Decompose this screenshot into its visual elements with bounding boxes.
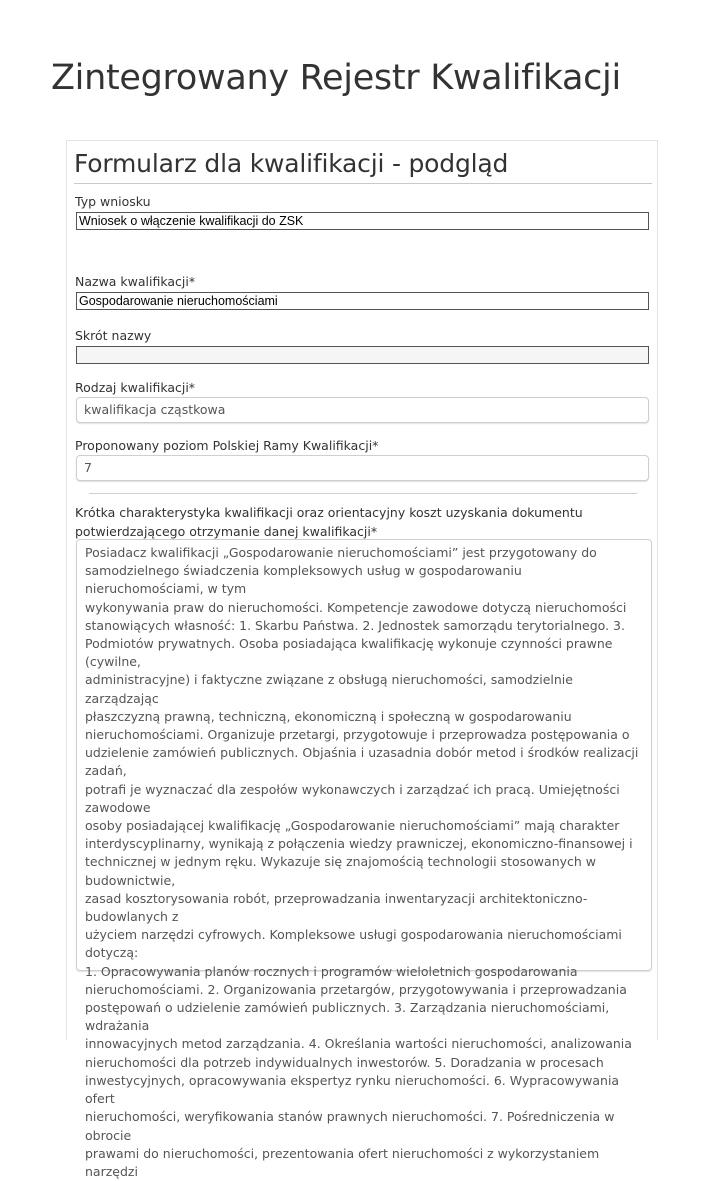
title-divider [74,183,652,184]
typ-wniosku-field[interactable]: Wniosek o włączenie kwalifikacji do ZSK [76,212,649,230]
skrot-nazwy-field[interactable] [76,346,649,364]
section-divider [89,493,637,494]
page-title: Zintegrowany Rejestr Kwalifikacji [51,58,621,98]
skrot-nazwy-label: Skrót nazwy [75,328,152,343]
nazwa-kwalifikacji-field[interactable]: Gospodarowanie nieruchomościami [76,292,649,310]
form-panel [66,140,658,1179]
charakterystyka-label: Krótka charakterystyka kwalifikacji oraz orientacyjny koszt uzyskania dokumentu potwierdzającego otrzymanie danej kwalifikacji* [75,505,583,539]
rodzaj-kwalifikacji-label: Rodzaj kwalifikacji* [75,380,196,395]
nazwa-kwalifikacji-label: Nazwa kwalifikacji* [75,274,196,289]
typ-wniosku-label: Typ wniosku [75,194,151,209]
charakterystyka-textarea[interactable]: Posiadacz kwalifikacji „Gospodarowanie nieruchomościami” jest przygotowany do samodzielnego świadczenia kompleksowych usług w gospodarowaniu nieruchomościami, w tym wykonywania praw do nieruchomości. Kompetencje zawodowe dotyczą nieruchomości stanowiących własność: 1. Skarbu Państwa. 2. Jednostek samorządu terytorialnego. 3. Podmiotów prywatnych. Osoba posiadająca kwalifikację wykonuje czynności prawne (cywilne, administracyjne) i faktyczne związane z obsługą nieruchomości, samodzielnie zarządzając płaszczyzną prawną, techniczną, ekonomiczną i społeczną w gospodarowaniu nieruchomościami. Organizuje przetargi, przygotowuje i przeprowadza postępowania o udzielenie zamówień publicznych. Objaśnia i uzasadnia dobór metod i środków realizacji zadań, potrafi je wyznaczać dla zespołów wykonawczych i zarządzać ich pracą. Umiejętności zawodowe osoby posiadającej kwalifikację „Gospodarowanie nieruchomościami” mają charakter interdyscyplinarny, wynikają z połączenia wiedzy prawniczej, ekonomiczno-finansowej i technicznej w jednym ręku. Wykazuje się znajomością technologii stosowanych w budownictwie, zasad kosztorysowania robót, przeprowadzania inwentaryzacji architektoniczno-budowlanych z użyciem narzędzi cyfrowych. Kompleksowe usługi gospodarowania nieruchomościami dotyczą: 1. Opracowywania planów rocznych i programów wieloletnich gospodarowania nieruchomościami. 2. Organizowania przetargów, przygotowywania i przeprowadzania postępowań o udzielenie zamówień publicznych. 3. Zarządzania nieruchomościami, wdrażania innowacyjnych metod zarządzania. 4. Określania wartości nieruchomości, analizowania nieruchomości dla potrzeb indywidualnych inwestorów. 5. Doradzania w procesach inwestycyjnych, opracowywania ekspertyz rynku nieruchomości. 6. Wypracowywania ofert nieruchomości, weryfikowania stanów prawnych nieruchomości. 7. Pośredniczenia w obrocie prawami do nieruchomości, prezentowania ofert nieruchomości z wykorzystaniem narzędzi [76,539,652,971]
poziom-prk-field[interactable]: 7 [76,455,649,481]
form-title: Formularz dla kwalifikacji - podgląd [74,149,509,178]
poziom-prk-label: Proponowany poziom Polskiej Ramy Kwalifikacji* [75,438,379,453]
rodzaj-kwalifikacji-field[interactable]: kwalifikacja cząstkowa [76,397,649,423]
